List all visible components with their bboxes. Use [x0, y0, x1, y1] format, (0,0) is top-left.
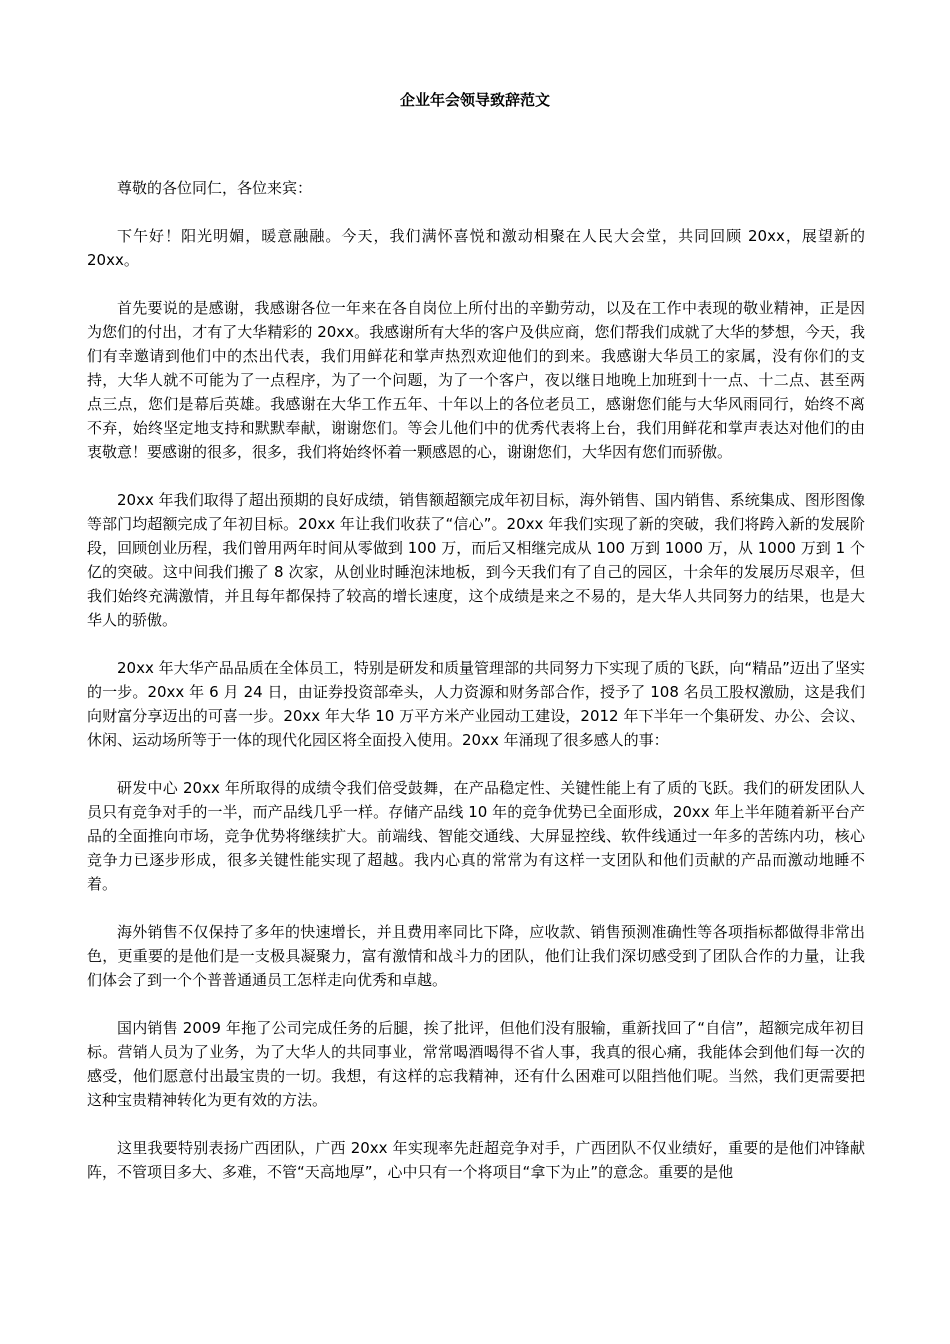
document-body — [87, 176, 865, 1208]
rnd-paragraph: 研发中心 20xx 年所取得的成绩令我们倍受鼓舞，在产品稳定性、关键性能上有了质的飞跃。我们的研发团队人员只有竞争对手的一半，而产品线几乎一样。存储产品线 10 年的竞争优势已全面形成，20xx 年上半年随着新平台产品的全面推向市场，竞争优势将继续扩大。前端线、智能交通线、大屏显控线、软件线通过一年多的苦练内功，核心竞争力已逐步形成，很多关键性能实现了超越。我内心真的常常为有这样一支团队和他们贡献的产品而激动地睡不着。 — [87, 779, 865, 893]
quality-paragraph: 20xx 年大华产品品质在全体员工，特别是研发和质量管理部的共同努力下实现了质的飞跃，向“精品”迈出了坚实的一步。20xx 年 6 月 24 日，由证券投资部牵头，人力资源和财务部合作，授予了 108 名员工股权激励，这是我们向财富分享迈出的可喜一步。20xx 年大华 10 万平方米产业园动工建设，2012 年下半年一个集研发、办公、会议、休闲、运动场所等于一体的现代化园区将全面投入使用。20xx 年涌现了很多感人的事： — [87, 659, 865, 749]
greeting-paragraph: 尊敬的各位同仁，各位来宾： — [117, 179, 313, 197]
document-title: 企业年会领导致辞范文 — [399, 91, 550, 109]
thanks-paragraph: 首先要说的是感谢，我感谢各位一年来在各自岗位上所付出的辛勤劳动，以及在工作中表现的敬业精神，正是因为您们的付出，才有了大华精彩的 20xx。我感谢所有大华的客户及供应商，您们帮我们成就了大华的梦想，今天，我们有幸邀请到他们中的杰出代表，我们用鲜花和掌声热烈欢迎他们的到来。我感谢大华员工的家属，没有你们的支持，大华人就不可能为了一点程序，为了一个问题，为了一个客户，夜以继日地晚上加班到十一点、十二点、甚至两点三点，您们是幕后英雄。我感谢在大华工作五年、十年以上的各位老员工，感谢您们能与大华风雨同行，始终不离不弃，始终坚定地支持和默默奉献，谢谢您们。等会儿他们中的优秀代表将上台，我们用鲜花和掌声表达对他们的由衷敬意！要感谢的很多，很多，我们将始终怀着一颗感恩的心，谢谢您们，大华因有您们而骄傲。 — [87, 299, 865, 461]
opening-paragraph: 下午好！阳光明媚，暖意融融。今天，我们满怀喜悦和激动相聚在人民大会堂，共同回顾 20xx，展望新的 20xx。 — [87, 227, 865, 269]
achievements-paragraph: 20xx 年我们取得了超出预期的良好成绩，销售额超额完成年初目标，海外销售、国内销售、系统集成、图形图像等部门均超额完成了年初目标。20xx 年让我们收获了“信心”。20xx 年我们实现了新的突破，我们将跨入新的发展阶段，回顾创业历程，我们曾用两年时间从零做到 100 万，而后又相继完成从 100 万到 1000 万，从 1000 万到 1 个亿的突破。这中间我们搬了 8 次家，从创业时睡泡沫地板，到今天我们有了自己的园区，十余年的发展历尽艰辛，但我们始终充满激情，并且每年都保持了较高的增长速度，这个成绩是来之不易的，是大华人共同努力的结果，也是大华人的骄傲。 — [87, 491, 865, 629]
domestic-sales-paragraph: 国内销售 2009 年拖了公司完成任务的后腿，挨了批评，但他们没有服输，重新找回了“自信”，超额完成年初目标。营销人员为了业务，为了大华人的共同事业，常常喝酒喝得不省人事，我真的很心痛，我能体会到他们每一次的感受，他们愿意付出最宝贵的一切。我想，有这样的忘我精神，还有什么困难可以阻挡他们呢。当然，我们更需要把这种宝贵精神转化为更有效的方法。 — [87, 1019, 865, 1109]
overseas-sales-paragraph: 海外销售不仅保持了多年的快速增长，并且费用率同比下降，应收款、销售预测准确性等各项指标都做得非常出色，更重要的是他们是一支极具凝聚力，富有激情和战斗力的团队，他们让我们深切感受到了团队合作的力量，让我们体会了到一个个普普通通员工怎样走向优秀和卓越。 — [87, 923, 865, 989]
guangxi-team-paragraph: 这里我要特别表扬广西团队，广西 20xx 年实现率先赶超竞争对手，广西团队不仅业绩好，重要的是他们冲锋献阵，不管项目多大、多难，不管“天高地厚”，心中只有一个将项目“拿下为止”的意念。重要的是他 — [87, 1139, 865, 1181]
